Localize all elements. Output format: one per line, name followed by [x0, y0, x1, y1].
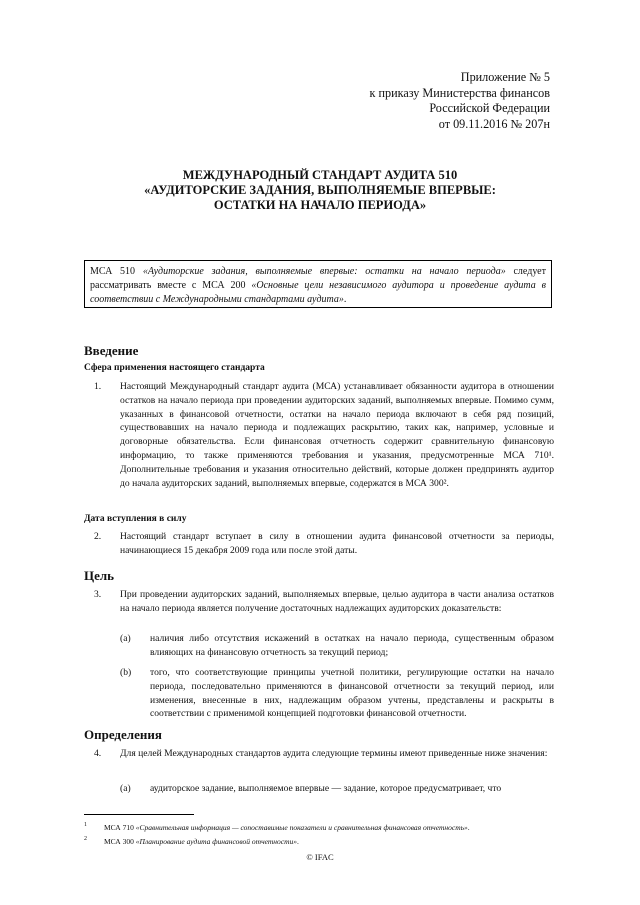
box-end: .: [343, 294, 347, 305]
footnote-text: [104, 822, 470, 833]
footnote-end: .: [467, 823, 470, 832]
box-italic-reference: «Основные цели независимого аудитора и проведение аудита в соответствии с Международными стандартами аудита»: [90, 280, 547, 305]
title-line: МЕЖДУНАРОДНЫЙ СТАНДАРТ АУДИТА 510: [182, 168, 458, 182]
box-prefix: МСА 510: [90, 266, 143, 277]
footnote-italic: «Планирование аудита финансовой отчетности»: [135, 837, 298, 846]
scope-heading: Сфера применения настоящего стандарта: [84, 363, 265, 373]
footnote-1: [84, 822, 554, 834]
paragraph-text: Настоящий Международный стандарт аудита (МСА) устанавливает обязанности аудитора в отношении остатков на начало периода при проведении аудиторских заданий, выполняемых впервые. Помимо сумм, указанных в финансовой отчетности, остатки на начало периода включают в себя ряд позиций, существовавших на начало периода и подлежащих раскрытию, таких как, например, условные и договорные обязательства. Если финансовая отчетность содержит сравнительную финансовую информацию, то также применяются требования и указания, предусмотренные МСА 710¹. Дополнительные требования и указания относительно действий, которые должен предпринять аудитор до начала аудиторских заданий, выполняемых впервые, содержатся в МСА 300².: [120, 381, 554, 489]
paragraph-text: Настоящий стандарт вступает в силу в отношении аудита финансовой отчетности за периоды, начинающиеся 15 декабря 2009 года или после этой даты.: [120, 531, 554, 556]
appendix-header: [330, 70, 550, 132]
title-line: ОСТАТКИ НА НАЧАЛО ПЕРИОДА»: [213, 198, 427, 212]
subparagraph-text: наличия либо отсутствия искажений в остатках на начало периода, существенным образом влияющих на финансовую отчетность за текущий период;: [150, 633, 554, 658]
subparagraph-label: (a): [120, 783, 131, 794]
footnote-italic: «Сравнительная информация — сопоставимые показатели и сравнительная финансовая отчетность»: [135, 823, 468, 832]
appendix-line: к приказу Министерства финансов: [369, 85, 550, 100]
subparagraph-label: (b): [120, 667, 132, 678]
footnote-text: [104, 836, 299, 847]
paragraph-3a: [120, 632, 554, 662]
footnote-number: 1: [84, 822, 87, 828]
paragraph-number: 2.: [94, 531, 102, 542]
footnote-plain: МСА 300: [104, 837, 136, 846]
appendix-line: Российской Федерации: [429, 101, 550, 115]
paragraph-2: [84, 530, 554, 560]
subparagraph-label: (a): [120, 633, 131, 644]
box-middle: следует рассматривать вместе с МСА 200: [90, 266, 546, 291]
appendix-line: от 09.11.2016 № 207н: [438, 116, 550, 131]
footnote-divider: [84, 814, 194, 815]
document-title: [60, 168, 580, 213]
paragraph-3b: [120, 666, 554, 724]
footnote-number: 2: [84, 836, 87, 842]
copyright-mark: © IFAC: [306, 852, 334, 862]
scope-note-box: [84, 260, 552, 308]
paragraph-number: 3.: [94, 589, 102, 600]
paragraph-number: 4.: [94, 748, 102, 759]
subparagraph-text: того, что соответствующие принципы учетной политики, регулирующие остатки на начало периода, последовательно применяются в финансовой отчетности за текущий период, или изменения, внесенные в них, надлежащим образом учтены, представлены и раскрыты в соответствии с применимой концепцией подготовки финансовой отчетности.: [150, 667, 554, 720]
paragraph-text: Для целей Международных стандартов аудита следующие термины имеют приведенные ниже значения:: [120, 748, 548, 759]
subparagraph-text: аудиторское задание, выполняемое впервые — задание, которое предусматривает, что: [150, 783, 502, 794]
paragraph-text: При проведении аудиторских заданий, выполняемых впервые, целью аудитора в части анализа остатков на начало периода является получение достаточных надлежащих аудиторских доказательств:: [120, 589, 554, 614]
paragraph-1: [84, 380, 554, 506]
definitions-heading: Определения: [84, 727, 162, 742]
paragraph-number: 1.: [94, 381, 102, 392]
appendix-line: Приложение № 5: [460, 70, 550, 84]
effective-date-heading: Дата вступления в силу: [84, 514, 187, 524]
title-line: «АУДИТОРСКИЕ ЗАДАНИЯ, ВЫПОЛНЯЕМЫЕ ВПЕРВЫЕ:: [144, 183, 496, 197]
objective-heading: Цель: [84, 568, 115, 583]
footnote-2: [84, 836, 554, 848]
box-italic-title: «Аудиторские задания, выполняемые впервые: остатки на начало периода»: [142, 266, 506, 277]
paragraph-3: [84, 588, 554, 632]
intro-heading: Введение: [84, 343, 139, 358]
footnote-plain: МСА 710: [104, 823, 136, 832]
paragraph-4a: [120, 782, 554, 798]
paragraph-4: [84, 747, 554, 777]
footnote-end: .: [297, 837, 299, 846]
